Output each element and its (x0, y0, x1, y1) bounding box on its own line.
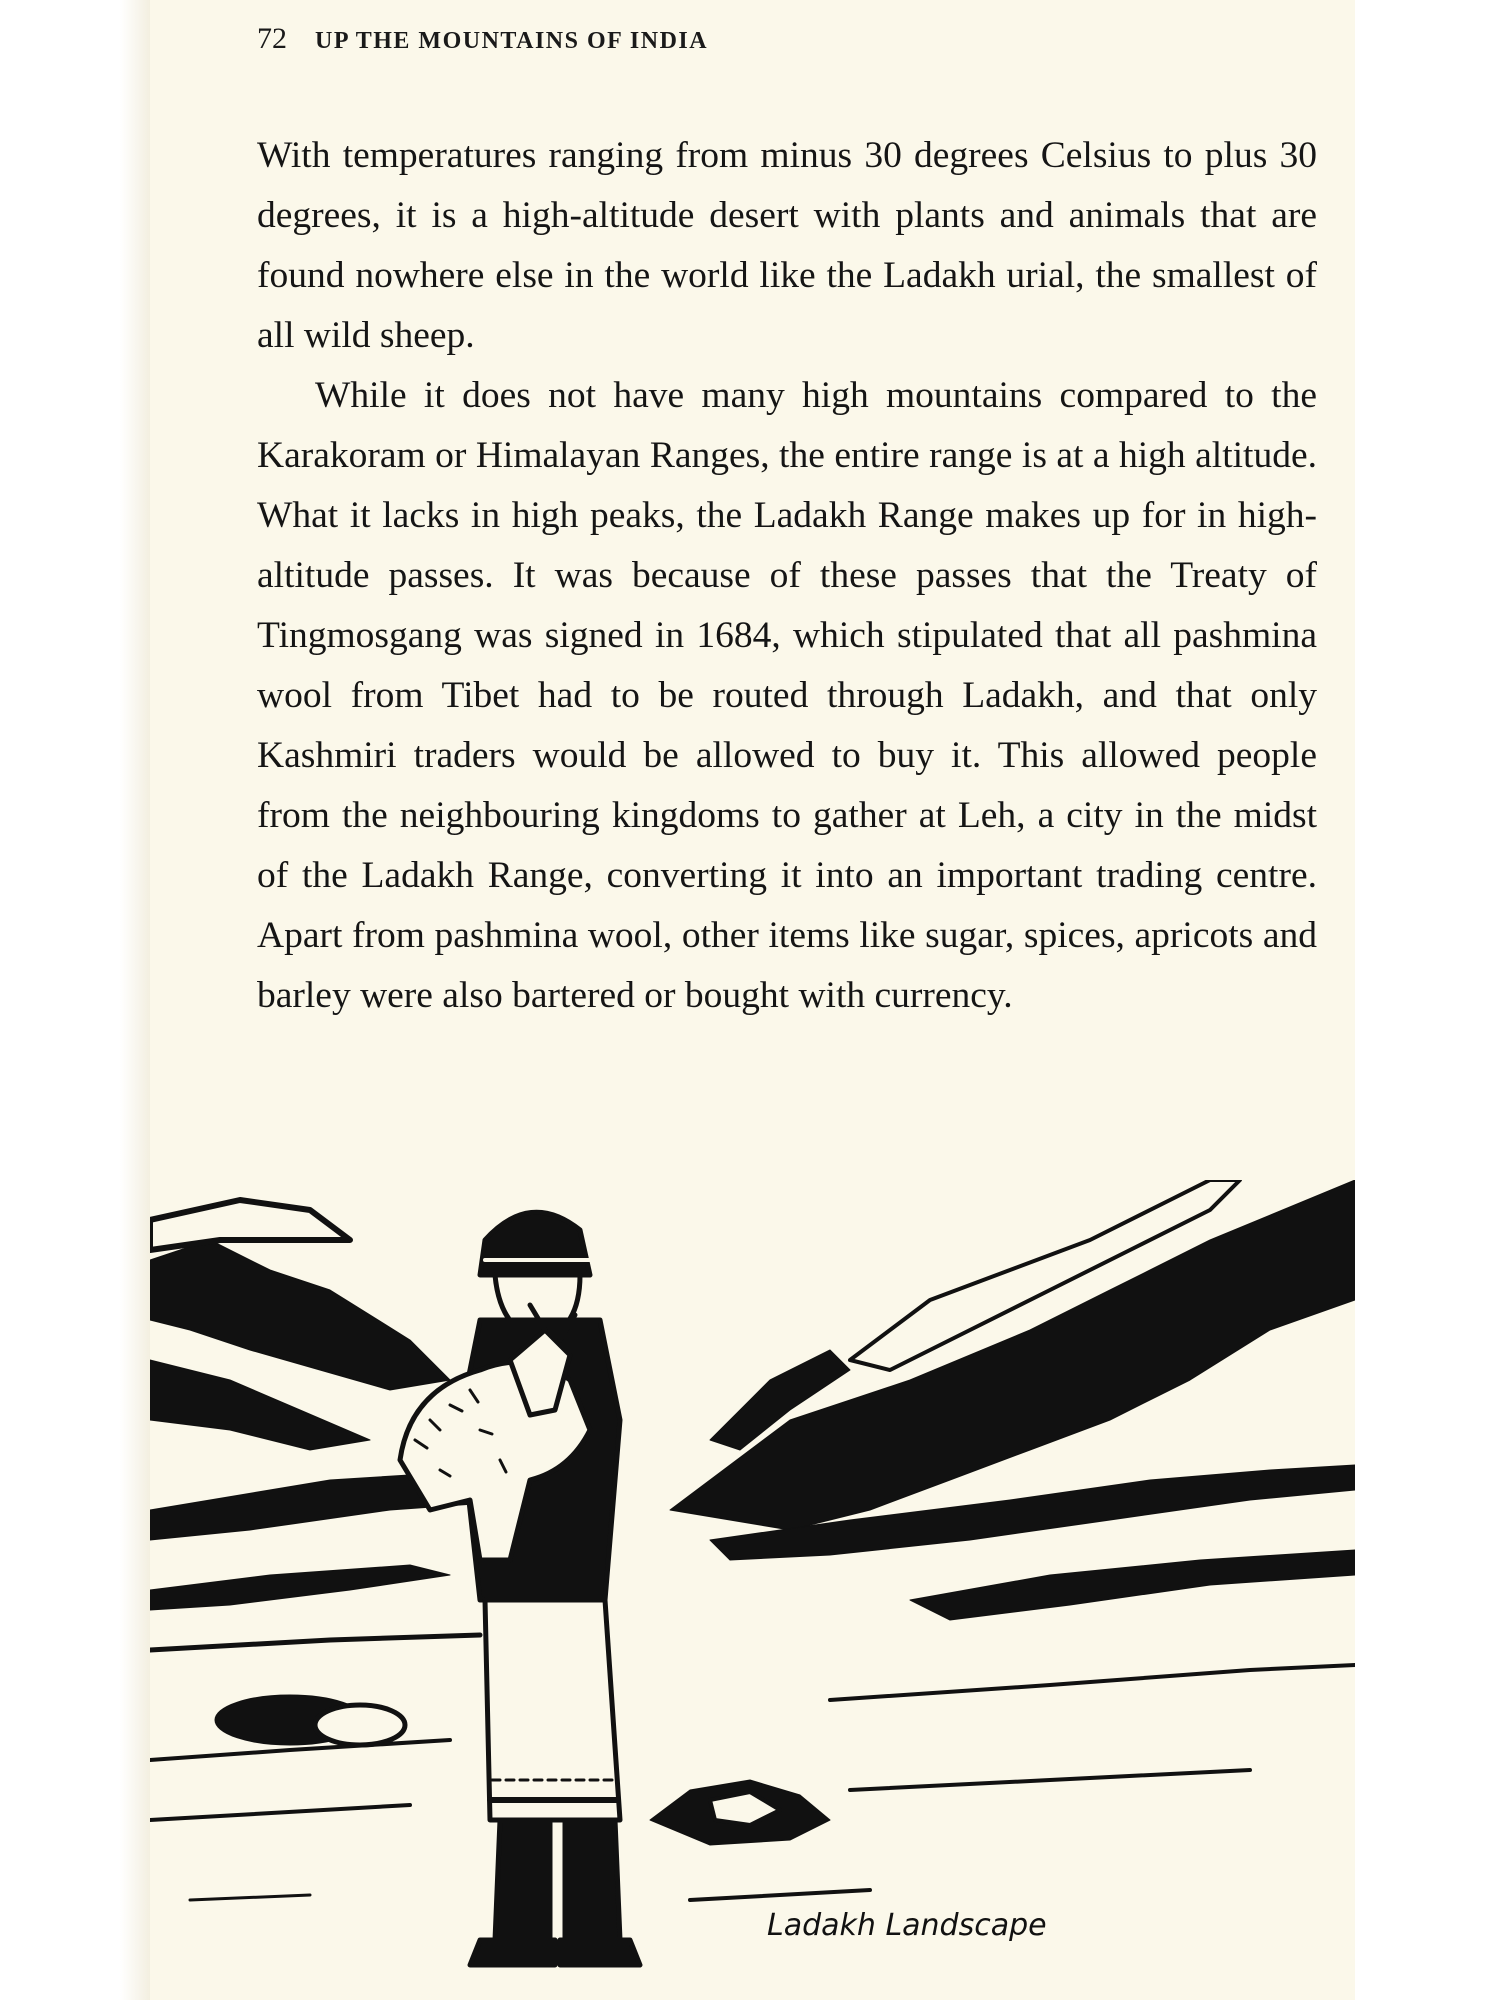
paragraph: With temperatures ranging from minus 30 degrees Celsius to plus 30 degrees, it is a high-altitude desert with plants and animals that are found nowhere else in the world like the Ladakh urial, the smallest of all wild sheep. (257, 135, 1317, 356)
book-title: UP THE MOUNTAINS OF INDIA (315, 28, 709, 54)
book-page (150, 0, 1355, 2000)
running-head (257, 22, 708, 56)
page-edge-shadow (120, 0, 150, 2000)
ladakh-landscape-illustration (150, 1180, 1355, 2000)
illustration-caption: Ladakh Landscape (767, 1908, 1047, 1943)
mountain-left-icon (150, 1240, 450, 1390)
girl-holding-goat-icon (400, 1212, 640, 1965)
paragraph: While it does not have many high mountains compared to the Karakoram or Himalayan Ranges, the entire range is at a high altitude. What it lacks in high peaks, the Ladakh Range makes up for in high-altitude passes. It was because of these passes that the Treaty of Tingmosgang was signed in 1684, which stipulated that all pashmina wool from Tibet had to be routed through Ladakh, and that only Kashmiri traders would be allowed to buy it. This allowed people from the neighbouring kingdoms to gather at Leh, a city in the midst of the Ladakh Range, converting it into an important trading centre. Apart from pashmina wool, other items like sugar, spices, apricots and barley were also bartered or bought with currency. (257, 375, 1317, 1016)
page-number: 72 (257, 22, 287, 55)
body-text (257, 126, 1317, 1026)
